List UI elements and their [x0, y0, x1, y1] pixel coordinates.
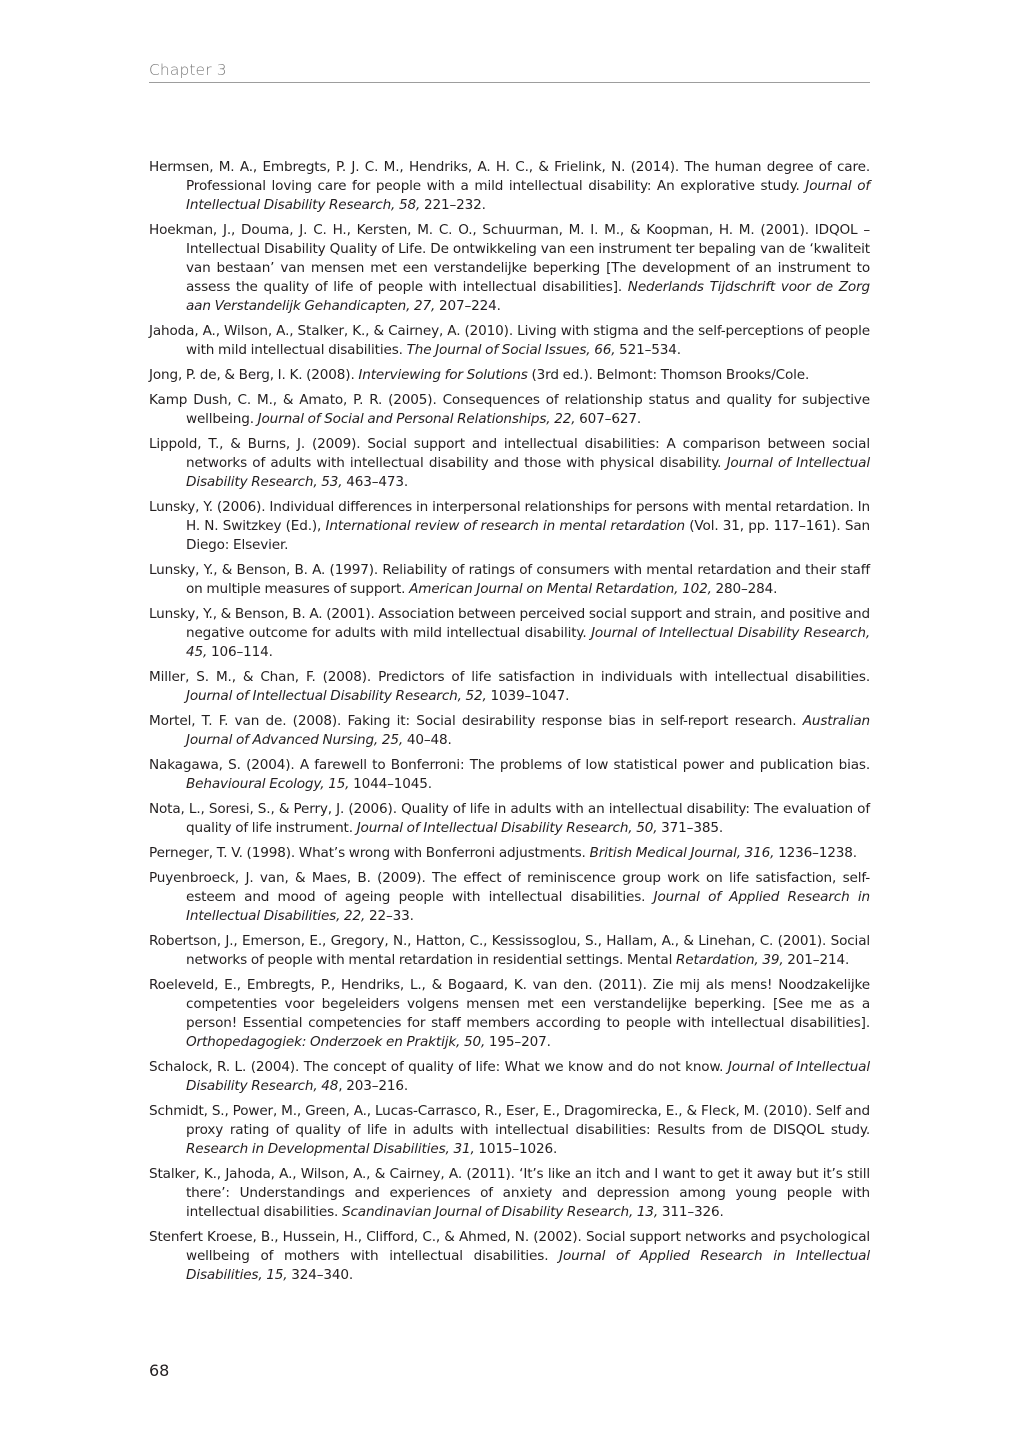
reference-item: Jong, P. de, & Berg, I. K. (2008). Interviewing for Solutions (3rd ed.). Belmont: Thomson Brooks/Cole.	[149, 367, 810, 383]
reference-item: Robertson, J., Emerson, E., Gregory, N., Hatton, C., Kessissoglou, S., Hallam, A., & Linehan, C. (2001). Social networks of people with mental retardation in residential settings. Mental Retardation, 39, 201–214.	[149, 933, 870, 968]
reference-item: Miller, S. M., & Chan, F. (2008). Predictors of life satisfaction in individuals with intellectual disabilities. Journal of Intellectual Disability Research, 52, 1039–1047.	[149, 669, 870, 704]
reference-item: Schalock, R. L. (2004). The concept of quality of life: What we know and do not know. Journal of Intellectual Disability Research, 48, 203–216.	[149, 1059, 870, 1094]
reference-item: Stenfert Kroese, B., Hussein, H., Clifford, C., & Ahmed, N. (2002). Social support networks and psychological wellbeing of mothers with intellectual disabilities. Journal of Applied Research in Intellectual Disabilities, 15, 324–340.	[149, 1229, 870, 1283]
reference-item: Kamp Dush, C. M., & Amato, P. R. (2005). Consequences of relationship status and quality for subjective wellbeing. Journal of Social and Personal Relationships, 22, 607–627.	[149, 392, 870, 427]
reference-item: Puyenbroeck, J. van, & Maes, B. (2009). The effect of reminiscence group work on life satisfaction, self-esteem and mood of ageing people with intellectual disabilities. Journal of Applied Research in Intellectual Disabilities, 22, 22–33.	[149, 870, 870, 924]
reference-list	[149, 158, 870, 1291]
reference-item: Hoekman, J., Douma, J. C. H., Kersten, M. C. O., Schuurman, M. I. M., & Koopman, H. M. (2001). IDQOL – Intellectual Disability Quality of Life. De ontwikkeling van een instrument ter bepaling van de ‘kwaliteit van bestaan’ van mensen met een verstandelijke beperking [The development of an instrument to assess the quality of life of people with intellectual disabilities]. Nederlands Tijdschrift voor de Zorg aan Verstandelijk Gehandicapten, 27, 207–224.	[149, 222, 870, 314]
reference-item: Nakagawa, S. (2004). A farewell to Bonferroni: The problems of low statistical power and publication bias. Behavioural Ecology, 15, 1044–1045.	[149, 757, 870, 792]
reference-item: Mortel, T. F. van de. (2008). Faking it: Social desirability response bias in self-report research. Australian Journal of Advanced Nursing, 25, 40–48.	[149, 713, 870, 748]
reference-item: Lunsky, Y., & Benson, B. A. (1997). Reliability of ratings of consumers with mental retardation and their staff on multiple measures of support. American Journal on Mental Retardation, 102, 280–284.	[149, 562, 870, 597]
page-number: 68	[149, 1361, 170, 1380]
reference-item: Nota, L., Soresi, S., & Perry, J. (2006). Quality of life in adults with an intellectual disability: The evaluation of quality of life instrument. Journal of Intellectual Disability Research, 50, 371–385.	[149, 801, 870, 836]
reference-item: Lippold, T., & Burns, J. (2009). Social support and intellectual disabilities: A comparison between social networks of adults with intellectual disability and those with physical disability. Journal of Intellectual Disability Research, 53, 463–473.	[149, 436, 870, 490]
reference-item: Roeleveld, E., Embregts, P., Hendriks, L., & Bogaard, K. van den. (2011). Zie mij als mens! Noodzakelijke competenties voor begeleiders volgens mensen met een verstandelijke beperking. [See me as a person! Essential competencies for staff members according to people with intellectual disabilities]. Orthopedagogiek: Onderzoek en Praktijk, 50, 195–207.	[149, 977, 870, 1050]
chapter-label: Chapter 3	[149, 61, 227, 79]
reference-item: Stalker, K., Jahoda, A., Wilson, A., & Cairney, A. (2011). ‘It’s like an itch and I want to get it away but it’s still there’: Understandings and experiences of anxiety and depression among young people with intellectual disabilities. Scandinavian Journal of Disability Research, 13, 311–326.	[149, 1166, 870, 1220]
reference-item: Perneger, T. V. (1998). What’s wrong with Bonferroni adjustments. British Medical Journal, 316, 1236–1238.	[149, 845, 857, 861]
running-header	[149, 58, 870, 83]
reference-item: Lunsky, Y. (2006). Individual differences in interpersonal relationships for persons with mental retardation. In H. N. Switzkey (Ed.), International review of research in mental retardation (Vol. 31, pp. 117–161). San Diego: Elsevier.	[149, 499, 871, 553]
reference-item: Jahoda, A., Wilson, A., Stalker, K., & Cairney, A. (2010). Living with stigma and the self-perceptions of people with mild intellectual disabilities. The Journal of Social Issues, 66, 521–534.	[149, 323, 870, 358]
reference-item: Schmidt, S., Power, M., Green, A., Lucas-Carrasco, R., Eser, E., Dragomirecka, E., & Fleck, M. (2010). Self and proxy rating of quality of life in adults with intellectual disabilities: Results from de DISQOL study. Research in Developmental Disabilities, 31, 1015–1026.	[149, 1103, 870, 1157]
reference-item: Hermsen, M. A., Embregts, P. J. C. M., Hendriks, A. H. C., & Frielink, N. (2014). The human degree of care. Professional loving care for people with a mild intellectual disability: An explorative study. Journal of Intellectual Disability Research, 58, 221–232.	[149, 159, 870, 213]
reference-item: Lunsky, Y., & Benson, B. A. (2001). Association between perceived social support and strain, and positive and negative outcome for adults with mild intellectual disability. Journal of Intellectual Disability Research, 45, 106–114.	[149, 606, 870, 660]
